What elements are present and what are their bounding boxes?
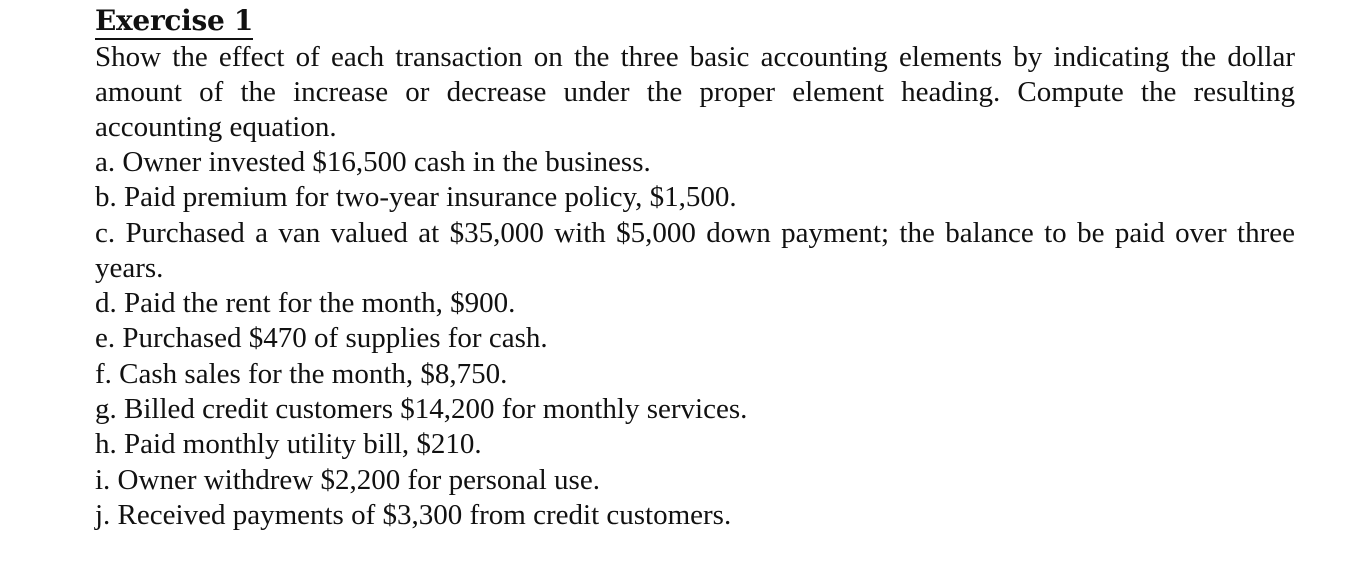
transaction-item-b: b. Paid premium for two-year insurance policy, $1,500. — [95, 181, 737, 214]
transaction-item-h: h. Paid monthly utility bill, $210. — [95, 428, 482, 461]
exercise-title: Exercise 1 — [95, 4, 253, 40]
exercise-instructions: Show the effect of each transaction on the three basic accounting elements by indicating the dollar amount of the increase or decrease under the proper element heading. Compute the resulting accounting equation. — [95, 41, 1295, 143]
transaction-item-a: a. Owner invested $16,500 cash in the business. — [95, 146, 651, 178]
transaction-item-g: g. Billed credit customers $14,200 for monthly services. — [95, 393, 748, 426]
transaction-item-e: e. Purchased $470 of supplies for cash. — [95, 322, 548, 355]
transaction-list — [95, 145, 1295, 533]
transaction-item-f: f. Cash sales for the month, $8,750. — [95, 357, 508, 390]
transaction-item-i: i. Owner withdrew $2,200 for personal use. — [95, 463, 600, 496]
transaction-item-d: d. Paid the rent for the month, $900. — [95, 287, 516, 320]
transaction-item-c: c. Purchased a van valued at $35,000 with $5,000 down payment; the balance to be paid over three years. — [95, 216, 1295, 284]
exercise-document — [95, 4, 1295, 533]
transaction-item-j: j. Received payments of $3,300 from credit customers. — [95, 498, 732, 531]
